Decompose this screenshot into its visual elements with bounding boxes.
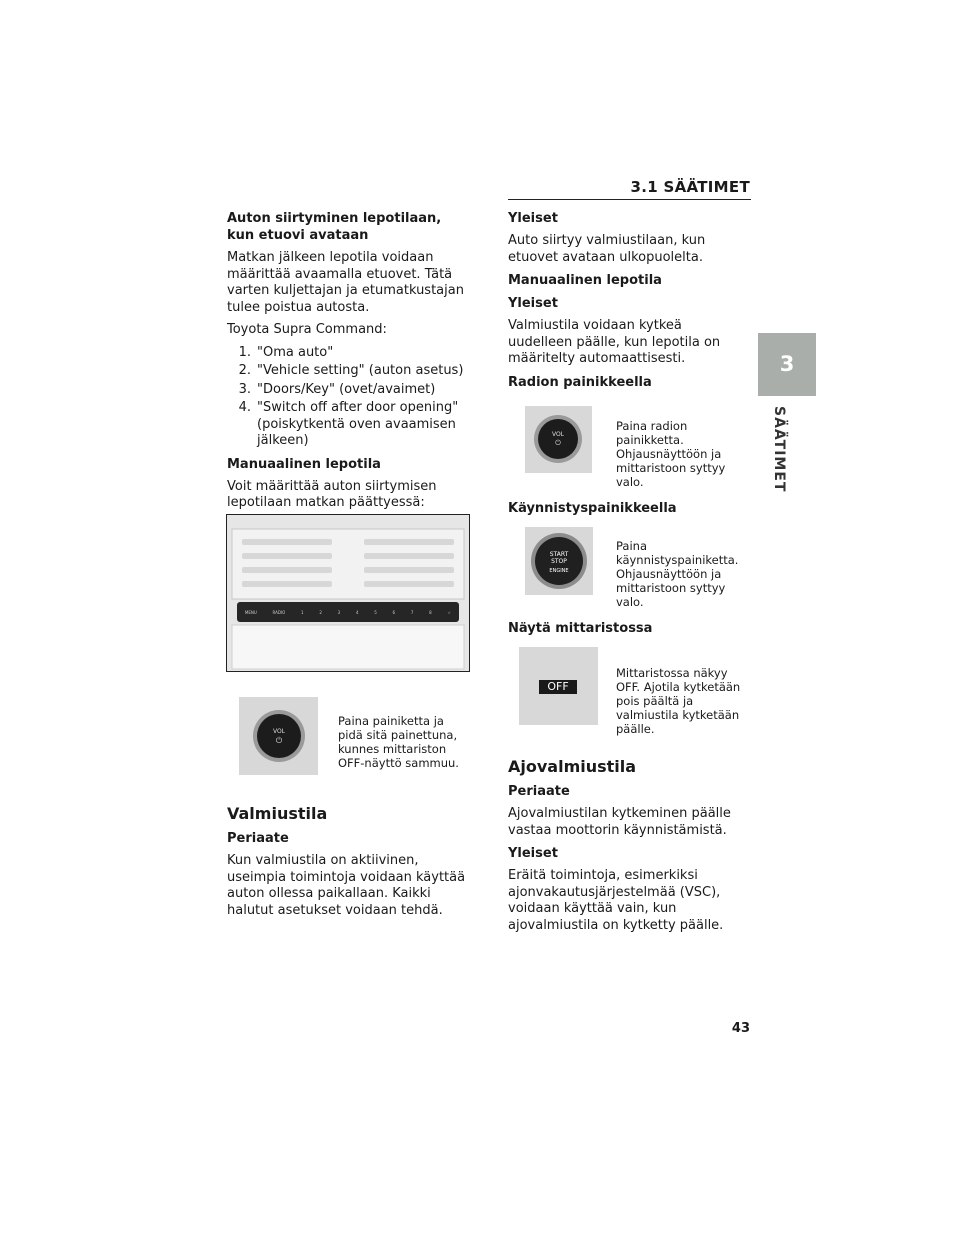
vol-knob[interactable] — [257, 714, 301, 758]
stop-label: STOP — [551, 558, 567, 565]
panel-button-radio[interactable]: RADIO — [272, 609, 286, 615]
heading-door-sleep: Auton siirtyminen lepotilaan, kun etuovi avataan — [227, 211, 442, 243]
paragraph-vsc: Eräitä toimintoja, esimerkiksi ajonvakautusjärjestelmää (VSC), voidaan käyttää vain, kun ajovalmiustila on kytketty päälle. — [508, 868, 724, 933]
chapter-tab — [758, 333, 816, 396]
header-rule — [508, 199, 751, 200]
heading-manual-sleep-right: Manuaalinen lepotila — [508, 273, 662, 288]
cluster-off-figure — [519, 647, 598, 725]
power-icon: ⏻ — [275, 736, 283, 745]
section-standby: Valmiustila — [227, 804, 328, 823]
dashboard-panel-figure — [226, 514, 470, 672]
panel-button-preset[interactable]: 2 — [319, 609, 322, 615]
vol-label: VOL — [272, 728, 286, 735]
paragraph-general: Auto siirtyy valmiustilaan, kun etuovet avataan ulkopuolelta. — [508, 233, 706, 265]
list-item: 1. "Oma auto" — [238, 344, 334, 360]
heading-principle: Periaate — [227, 831, 289, 846]
paragraph-standby: Kun valmiustila on aktiivinen, useimpia toimintoja voidaan käyttää auton ollessa paikallaan. Kaikki halutut asetukset voidaan tehdä. — [227, 853, 466, 918]
paragraph-restandby: Valmiustila voidaan kytkeä uudelleen päälle, kun lepotila on määritelty automaattisesti. — [508, 318, 721, 366]
list-item: 3. "Doors/Key" (ovet/avaimet) — [238, 381, 436, 397]
panel-button-preset[interactable]: 7 — [410, 609, 414, 615]
start-stop-button[interactable] — [535, 537, 583, 585]
paragraph-sleep-intro: Matkan jälkeen lepotila voidaan määrittää avaamalla etuovet. Tätä varten kuljettajan ja etumatkustajan tulee poistua autosta. — [227, 250, 464, 315]
panel-button-preset[interactable]: 3 — [337, 609, 341, 615]
panel-button-preset[interactable]: 1 — [301, 609, 304, 615]
panel-button-favorite[interactable]: ☆ — [447, 609, 452, 615]
panel-button-preset[interactable]: 5 — [374, 609, 377, 615]
heading-principle-2: Periaate — [508, 784, 570, 799]
heading-start-button: Käynnistyspainikkeella — [508, 501, 677, 516]
heading-general-3: Yleiset — [508, 846, 558, 861]
steps-list — [227, 345, 467, 450]
list-item: 2. "Vehicle setting" (auton asetus) — [238, 363, 464, 378]
off-indicator: OFF — [539, 680, 577, 694]
paragraph-drive-ready: Ajovalmiustilan kytkeminen päälle vastaa moottorin käynnistämistä. — [508, 806, 731, 838]
radio-knob[interactable] — [538, 419, 578, 459]
radio-caption: Paina radion painikketta. Ohjausnäyttöön ja mittaristoon syttyy valo. — [616, 419, 726, 489]
right-column-bottom — [508, 757, 748, 940]
panel-button-preset[interactable]: 6 — [392, 609, 396, 615]
section-drive-ready: Ajovalmiustila — [508, 757, 637, 776]
heading-manual-sleep: Manuaalinen lepotila — [227, 456, 381, 472]
cluster-caption: Mittaristossa näkyy OFF. Ajotila kytketään pois päältä ja valmiustila kytketään päälle. — [616, 666, 741, 736]
paragraph-manual-sleep: Voit määrittää auton siirtymisen lepotilaan matkan päättyessä: — [227, 478, 437, 510]
heading-start-wrap — [508, 500, 748, 523]
start-caption: Paina käynnistyspainiketta. Ohjausnäyttöön ja mittaristoon syttyy valo. — [616, 539, 739, 609]
right-column-top — [508, 210, 748, 397]
heading-cluster-display: Näytä mittaristossa — [508, 621, 653, 636]
heading-general-2: Yleiset — [508, 296, 558, 311]
vol-knob-figure — [239, 697, 318, 775]
page-number: 43 — [731, 1021, 750, 1036]
start-label: START — [549, 551, 569, 558]
left-column-bottom — [227, 804, 467, 925]
knob-caption: Paina painiketta ja pidä sitä painettuna, kunnes mittariston OFF-näyttö sammuu. — [338, 714, 459, 770]
paragraph-command: Toyota Supra Command: — [227, 322, 387, 337]
list-item: 4. "Switch off after door opening" (poiskytkentä oven avaamisen jälkeen) — [238, 400, 459, 448]
heading-general: Yleiset — [508, 211, 558, 226]
radio-knob-figure — [525, 406, 592, 473]
engine-label: ENGINE — [549, 568, 569, 574]
left-column-top — [227, 210, 467, 518]
vent-illustration — [227, 515, 469, 671]
start-button-figure — [525, 527, 593, 595]
section-header: 3.1 SÄÄTIMET — [630, 178, 750, 196]
heading-cluster-wrap — [508, 620, 748, 643]
chapter-number: 3 — [779, 352, 795, 376]
radio-button-strip — [237, 602, 459, 622]
chapter-tab-label: SÄÄTIMET — [771, 406, 787, 493]
panel-button-preset[interactable]: 4 — [355, 609, 359, 615]
panel-button-menu[interactable]: MENU — [244, 609, 257, 615]
heading-radio-button: Radion painikkeella — [508, 374, 652, 390]
panel-button-preset[interactable]: 8 — [429, 609, 432, 615]
power-icon: ⏻ — [555, 439, 561, 447]
vol-label: VOL — [551, 431, 565, 438]
